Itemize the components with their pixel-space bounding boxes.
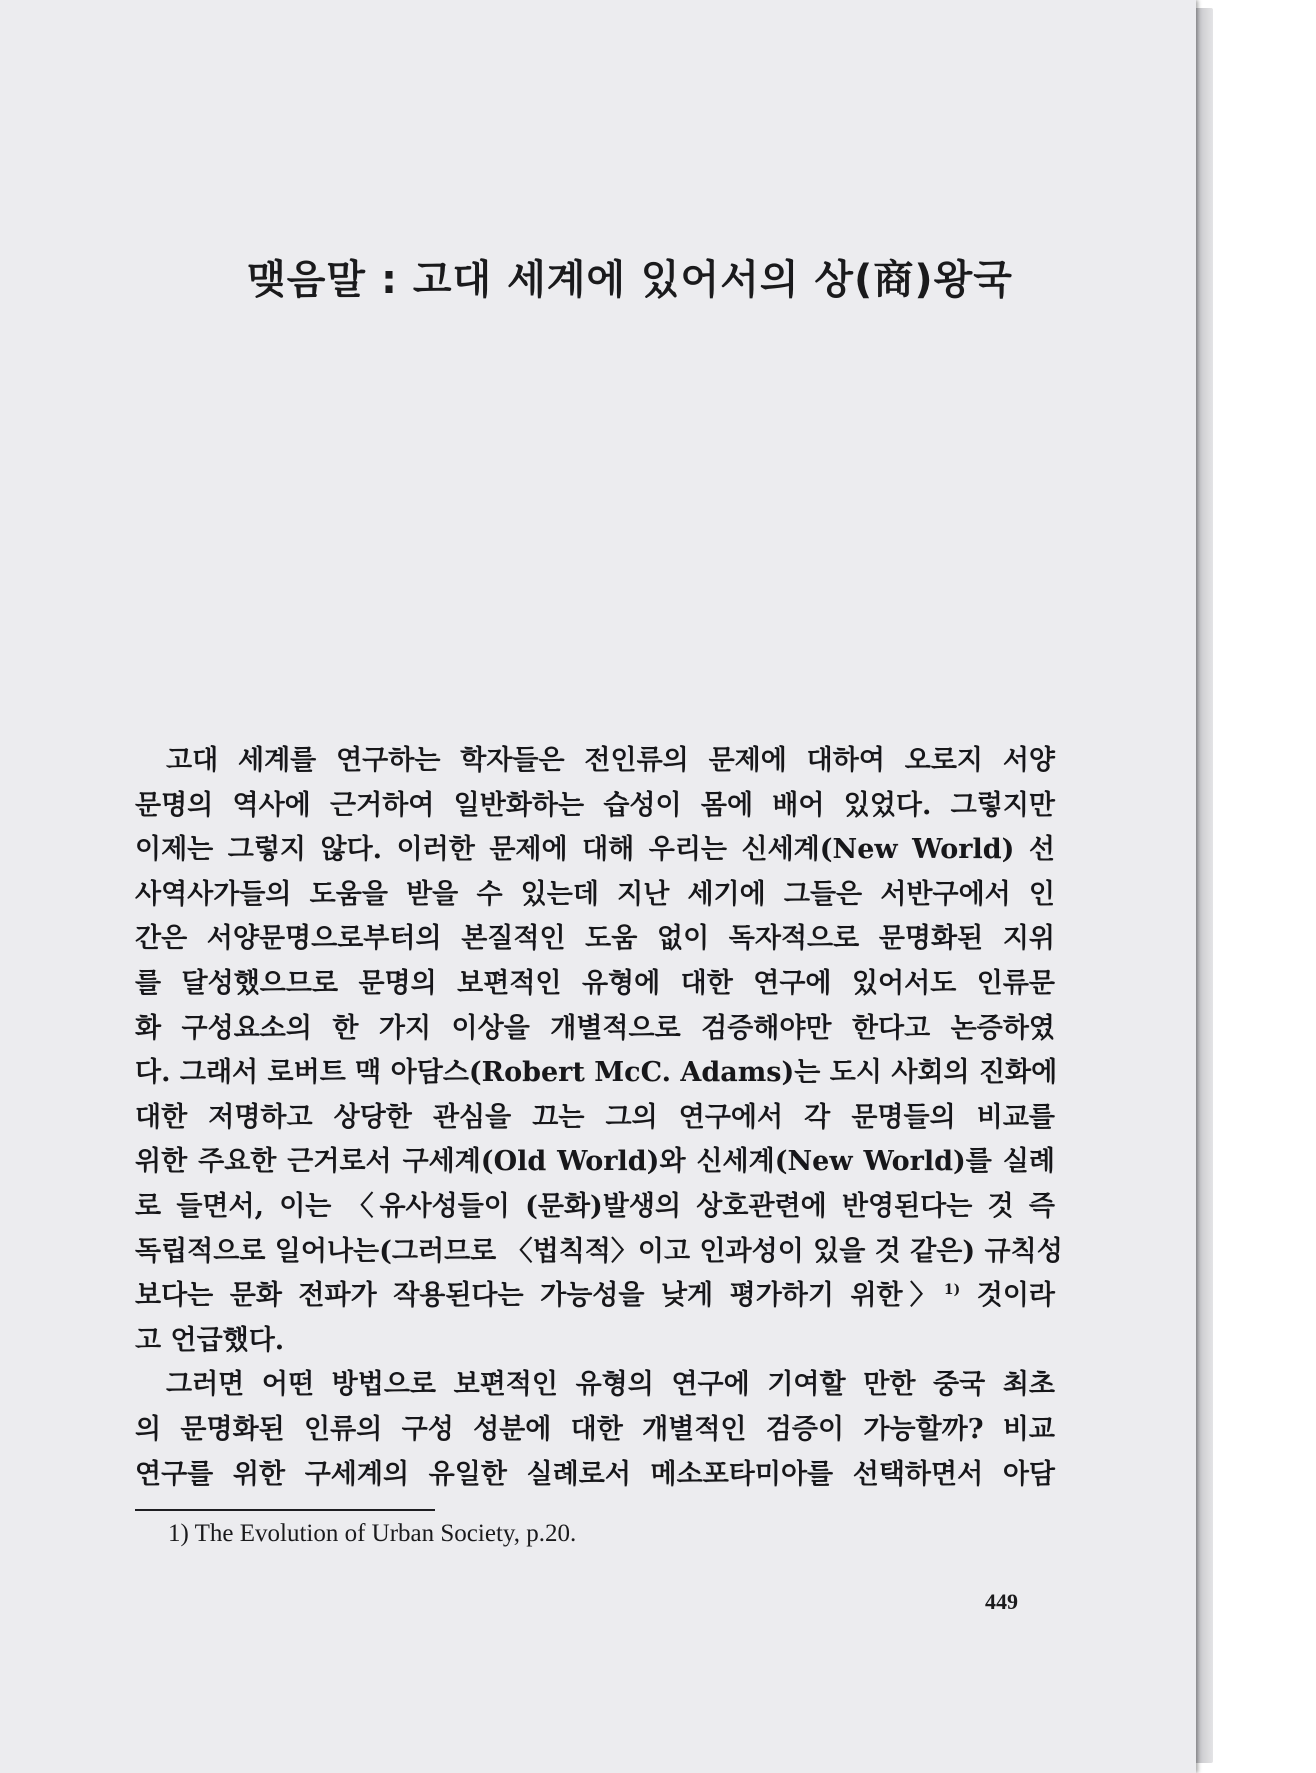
paragraph-1-line: 화 구성요소의 한 가지 이상을 개별적으로 검증해야만 한다고 논증하였	[135, 1012, 1055, 1044]
paragraph-1-line: 대한 저명하고 상당한 관심을 끄는 그의 연구에서 각 문명들의 비교를	[135, 1101, 1055, 1133]
paragraph-1-line-text: 보다는 문화 전파가 작용된다는 가능성을 낮게 평가하기 위한〉	[135, 1280, 944, 1312]
paragraph-2-line: 그러면 어떤 방법으로 보편적인 유형의 연구에 기여할 만한 중국 최초	[166, 1369, 1055, 1401]
paragraph-1-line: 사역사가들의 도움을 받을 수 있는데 지난 세기에 그들은 서반구에서 인	[135, 878, 1055, 910]
paragraph-2-line: 연구를 위한 구세계의 유일한 실례로서 메소포타미아를 선택하면서 아담	[135, 1458, 1055, 1490]
page-number: 449	[985, 1589, 1018, 1614]
paragraph-1-line-with-footnote	[135, 1274, 1055, 1319]
footnote-divider	[135, 1509, 435, 1511]
paragraph-1-line: 다. 그래서 로버트 맥 아담스(Robert McC. Adams)는 도시 사회의 진화에	[135, 1057, 1058, 1089]
paragraph-1-line: 간은 서양문명으로부터의 본질적인 도움 없이 독자적으로 문명화된 지위	[135, 923, 1055, 955]
footnote-reference: 1)	[943, 1282, 961, 1299]
paragraph-1-line: 이제는 그렇지 않다. 이러한 문제에 대해 우리는 신세계(New World) 선	[135, 834, 1055, 866]
paragraph-1-line: 위한 주요한 근거로서 구세계(Old World)와 신세계(New World)를 실례	[135, 1146, 1055, 1178]
body-text	[135, 739, 1063, 1497]
paragraph-1-line: 를 달성했으므로 문명의 보편적인 유형에 대한 연구에 있어서도 인류문	[135, 967, 1055, 999]
paragraph-2-line: 의 문명화된 인류의 구성 성분에 대한 개별적인 검증이 가능할까? 비교	[135, 1413, 1055, 1445]
paragraph-1-line-tail: 것이라	[976, 1280, 1055, 1312]
chapter-title: 맺음말 : 고대 세계에 있어서의 상(商)왕국	[247, 257, 1013, 303]
paragraph-1-line: 로 들면서, 이는 〈유사성들이 (문화)발생의 상호관련에 반영된다는 것 즉	[135, 1190, 1055, 1222]
footnote: 1) The Evolution of Urban Society, p.20.	[168, 1520, 577, 1547]
paragraph-1-line: 독립적으로 일어나는(그러므로 〈법칙적〉이고 인과성이 있을 것 같은) 규칙성	[135, 1235, 1063, 1267]
paragraph-1-line: 고대 세계를 연구하는 학자들은 전인류의 문제에 대하여 오로지 서양	[166, 745, 1055, 776]
paragraph-1-line: 문명의 역사에 근거하여 일반화하는 습성이 몸에 배어 있었다. 그렇지만	[135, 789, 1055, 821]
paragraph-1-line: 고 언급했다.	[135, 1324, 285, 1356]
